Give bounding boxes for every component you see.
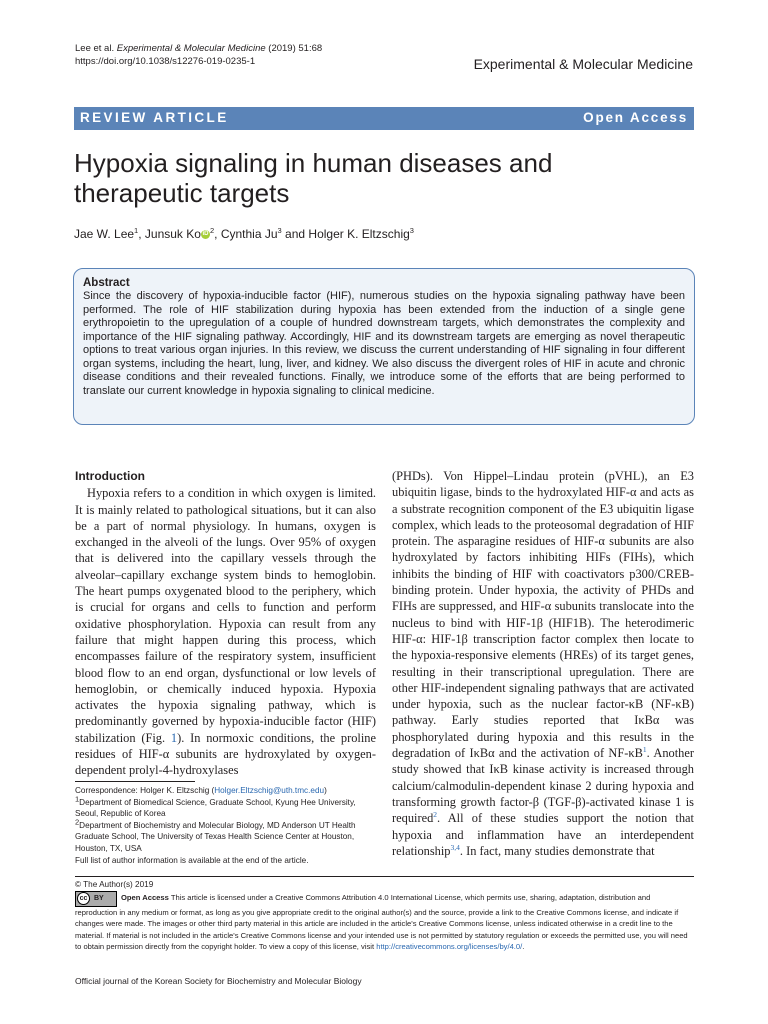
citation-ref-link[interactable]: 2 bbox=[433, 810, 438, 820]
abstract-heading: Abstract bbox=[83, 277, 130, 289]
affiliation-mark: 1 bbox=[134, 226, 139, 235]
author-info-note: Full list of author information is available at the end of the article. bbox=[75, 855, 309, 865]
orcid-icon[interactable]: iD bbox=[202, 231, 209, 238]
intro-paragraph-continued: (PHDs). Von Hippel–Lindau protein (pVHL), an E3 ubiquitin ligase, binds to the hydroxylated HIF-α and acts as a substrate recognition component of the E3 ubiquitin ligase complex, which leads to the proteosomal degradation of HIF protein. The asparagine residues of HIF-α subunits are also hydroxylated by factors inhibiting HIFs (FIHs), which inhibits the binding of HIF with coactivators p300/CREB-binding protein. Under hypoxia, the activity of PHDs and FIHs are suppressed, and HIF-α subunits translocate into the nucleus to bind with HIF-1β (HIF1B). The heterodimeric HIF-α: HIF-1β transcription factor complex then locate to the hypoxia-responsive elements (HREs) of its target genes, resulting in their transcriptional upregulation. There are other HIF-independent signaling pathways that are activated under hypoxia, such as the nuclear factor-κB (NF-κB) pathway. Early studies reported that IκBα was phosphorylated during hypoxia and this results in the degradation of IκBα and the activation of $NF-\kappa B^1$. Another study showed that IκB kinase activity is increased through calcium/calmodulin-dependent kinase 2 during hypoxia and transforming growth factor-β (TGF-β)-activated kinase 1 is required$^2$. All of these studies support the notion that hypoxia and inflammation have an interdependent relationship$^{3,4}$. In fact, many studies demonstrate that bbox=[392, 469, 694, 858]
license-divider bbox=[75, 876, 694, 877]
citation-volume: (2019) 51:68 bbox=[268, 43, 323, 54]
license-text: cc BY Open Access This article is licensed under a Creative Commons Attribution 4.0 International License, which permits use, sharing, adaptation, distribution and reproduction in any medium or format, as long as you give appropriate credit to the original author(s) and the source, provide a link to the Creative Commons license, and indicate if changes were made. The images or other third party material in this article are included in the article's Creative Commons license, unless indicated otherwise in a credit line to the material. If material is not included in the article's Creative Commons license and your intended use is not permitted by statutory regulation or exceeds the permitted use, you will need to obtain permission directly from the copyright holder. To view a copy of this license, visit http://creativecommons.org/licenses/by/4.0/. bbox=[75, 893, 688, 952]
article-title: Hypoxia signaling in human diseases and therapeutic targets bbox=[74, 148, 553, 208]
right-column bbox=[392, 468, 694, 859]
abstract-box bbox=[73, 268, 695, 425]
open-access-bold: Open Access bbox=[121, 893, 169, 902]
citation-journal: Experimental & Molecular Medicine bbox=[116, 43, 266, 54]
copyright-line: © The Author(s) 2019 bbox=[75, 880, 154, 889]
review-article-label: REVIEW ARTICLE bbox=[80, 110, 229, 125]
affiliation-mark: 3 bbox=[409, 226, 414, 235]
affiliation-mark: 2 bbox=[209, 226, 215, 235]
intro-paragraph: Hypoxia refers to a condition in which oxygen is limited. It is mainly related to pathological situations, but it can also be a part of normal physiology. In humans, oxygen is exchanged in the alveoli of the lungs. Over 95% of oxygen that is delivered into the capillary vessels through the alveolar–capillary exchange system binds to hemoglobin. The heart pumps oxygenated blood to the periphery, which is crucial for organs and cells to function and perform oxidative phosphorylation. Hypoxia can result from any failure that might happen during this process, which encompasses failure of the respiratory system, insufficient blood flow to an end organ, dysfunctional or low levels of hemoglobin, or chemically induced hypoxia. Hypoxia activates the hypoxia signaling pathway, which is predominantly governed by hypoxia-inducible factor (HIF) stabilization (Fig. 1). In normoxic conditions, the proline residues of HIF-α subunits are hydroxylated by oxygen-dependent prolyl-4-hydroxylases bbox=[75, 486, 376, 778]
left-column bbox=[75, 468, 376, 779]
affiliation-2: Department of Biochemistry and Molecular Biology, MD Anderson UT Health Graduate School, The University of Texas Health Science Center at Houston, Houston, TX, USA bbox=[75, 820, 356, 853]
citation-block bbox=[75, 42, 322, 68]
citation-ref-link[interactable]: 1 bbox=[642, 744, 647, 754]
citation-authors: Lee et al. bbox=[75, 43, 115, 54]
abstract-text: Since the discovery of hypoxia-inducible factor (HIF), numerous studies on the hypoxia signaling pathway have been performed. The role of HIF stabilization during hypoxia has been extended from the induction of a single gene erythropoietin to the upregulation of a couple of hundred downstream targets, which demonstrates the complexity and importance of the HIF signaling pathway. Accordingly, HIF and its downstream targets are emerging as novel therapeutic options to treat various organ injuries. In this review, we discuss the current understanding of HIF signaling in four different organ systems, including the heart, lung, liver, and kidney. We also discuss the divergent roles of HIF in acute and chronic disease conditions and their revealed functions. Finally, we introduce some of the efforts that are being performed to translate our current knowledge in hypoxia signaling to clinical medicine. bbox=[83, 290, 685, 397]
article-type-banner bbox=[74, 107, 694, 130]
doi-link[interactable]: https://doi.org/10.1038/s12276-019-0235-1 bbox=[75, 56, 256, 67]
official-journal-note: Official journal of the Korean Society for Biochemistry and Molecular Biology bbox=[75, 976, 362, 986]
affiliation-mark: 3 bbox=[277, 226, 282, 235]
author-name[interactable]: Jae W. Lee bbox=[74, 227, 135, 241]
creative-commons-icon[interactable]: cc BY bbox=[75, 891, 117, 907]
open-access-label: Open Access bbox=[583, 110, 688, 125]
introduction-heading: Introduction bbox=[75, 469, 145, 483]
correspondence-email-link[interactable]: Holger.Eltzschig@uth.tmc.edu bbox=[214, 786, 325, 795]
journal-name: Experimental & Molecular Medicine bbox=[473, 56, 693, 72]
author-name[interactable]: Junsuk Ko bbox=[144, 227, 201, 241]
correspondence-footnote: Correspondence: Holger K. Eltzschig (Holger.Eltzschig@uth.tmc.edu) $^1$Department of Biomedical Science, Graduate School, Kyung Hee University, Seoul, Republic of Korea $^2$Department of Biochemistry and Molecular Biology, MD Anderson UT Health Graduate School, The University of Texas Health Science Center at Houston, Houston, TX, USA Full list of author information is available at the end of the article. bbox=[75, 785, 380, 866]
affiliation-1: Department of Biomedical Science, Graduate School, Kyung Hee University, Seoul, Republic of Korea bbox=[75, 797, 356, 819]
license-url-link[interactable]: http://creativecommons.org/licenses/by/4.0/ bbox=[376, 942, 523, 952]
citation-ref-link[interactable]: 3,4 bbox=[450, 842, 460, 852]
author-list: Jae W. Lee$^1$, Junsuk Ko iD $^2$, Cynthia Ju$^3$ and Holger K. Eltzschig$^3$ bbox=[74, 226, 414, 241]
author-name[interactable]: Holger K. Eltzschig bbox=[308, 227, 410, 241]
author-name[interactable]: Cynthia Ju bbox=[220, 227, 278, 241]
figure-ref-link[interactable]: 1 bbox=[170, 730, 178, 745]
footnote-divider bbox=[75, 781, 195, 782]
